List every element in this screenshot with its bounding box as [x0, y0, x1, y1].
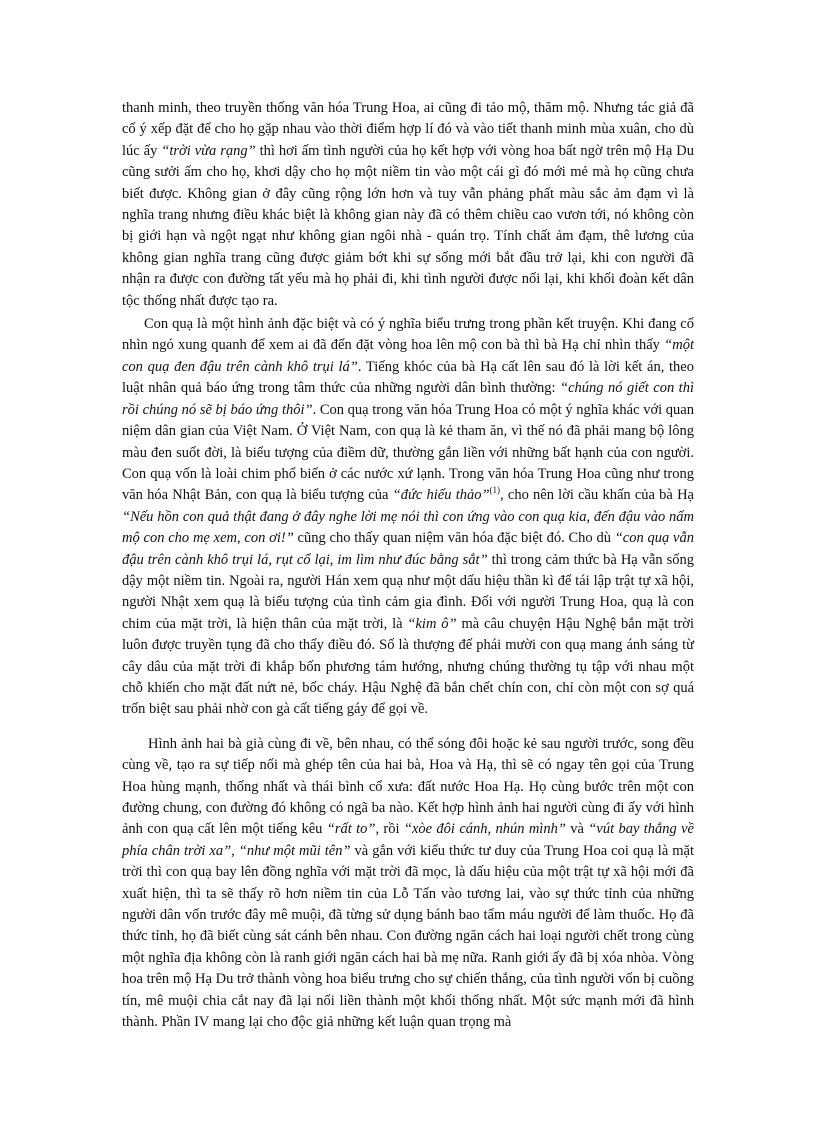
body-text: mà câu chuyện Hậu Nghệ bắn mặt trời luôn được truyền tụng đã cho thấy điều đó. Số là thượng đế phái mười con quạ mang ánh sáng từ cây dâu của mặt trời đi khắp bốn phương tám hướng, nhưng chúng thường tụ tập với nhau một chỗ khiến cho mặt đất nứt nẻ, bốc cháy. Hậu Nghệ đã bắn chết chín con, chỉ còn một con sợ quá trốn biệt sau phải nhờ con gà cất tiếng gáy để gọi về.: [122, 615, 695, 718]
quoted-text: “kim ô”: [407, 615, 457, 632]
quoted-text: “trời vừa rạng”: [161, 142, 256, 159]
quoted-text: “rất to”: [326, 821, 376, 838]
quoted-text: “con quạ vẫn đậu trên cành khô trụi lá, rụt cổ lại, im lìm như đúc bằng sắt”: [122, 530, 694, 568]
body-text: , cho nên lời cầu khấn của bà Hạ: [500, 487, 694, 504]
body-text: Con quạ là một hình ảnh đặc biệt và có ý nghĩa biểu trưng trong phần kết truyện. Khi đang cố nhìn ngó xung quanh để xem ai đã đến đặt vòng hoa lên mộ con bà thì bà Hạ chỉ nhìn thấy: [122, 316, 694, 354]
body-text: thì trong cảm thức bà Hạ vẫn sống dậy một niềm tin. Ngoài ra, người Hán xem quạ như một dấu hiệu thần kì để tái lập trật tự xã hội, người Nhật xem quạ là biểu tượng của tình cảm gia đình. Đối với người Trung Hoa, quạ là con chim của mặt trời, là hiện thân của mặt trời, là: [122, 551, 695, 632]
body-text: , rồi: [375, 821, 404, 838]
body-text: thì hơi ấm tình người của họ kết hợp với vòng hoa bất ngờ trên mộ Hạ Du cũng sưởi ấm cho họ, khơi dậy cho họ một niềm tin vào một cái gì đó mới mẻ mà họ cũng chưa biết được. Không gian ở đây cũng rộng lớn hơn và tuy vẫn phảng phất màu sắc ảm đạm vì là nghĩa trang nhưng điều khác biệt là không gian này đã có thêm chiều cao vươn tới, nó không còn bị giới hạn và ngột ngạt như không gian ngôi nhà - quán trọ. Tính chất ảm đạm, thê lương của không gian nghĩa trang cũng được giảm bớt khi sự sống mới bắt đầu trở lại, khi con người đã nhận ra được con đường tất yếu mà họ phải đi, khi tình người được nối lại, khi khối đoàn kết dân tộc thống nhất được tạo ra.: [122, 142, 694, 309]
paragraph-1: [122, 98, 694, 312]
quoted-text: “chúng nó giết con thì rồi chúng nó sẽ bị báo ứng thôi”: [122, 380, 694, 418]
body-text: Hình ảnh hai bà già cùng đi về, bên nhau, có thể sóng đôi hoặc kẻ sau người trước, song đều cùng về, tạo ra sự tiếp nối mà ghép tên của hai bà, Hoa và Hạ, thì sẽ có ngay tên gọi của Trung Hoa hùng mạnh, thống nhất và thái bình cổ xưa: đất nước Hoa Hạ. Họ cùng bước trên một con đường chung, con đường đó không có ngã ba nào. Kết hợp hình ảnh hai người cùng đi ấy với hình ảnh con quạ cất lên một tiếng kêu: [122, 735, 694, 838]
paragraph-3: [122, 734, 694, 1034]
quoted-text: “vút bay thẳng về phía chân trời xa”, “như một mũi tên”: [122, 821, 694, 859]
body-text: . Tiếng khóc của bà Hạ cất lên sau đó là lời kết án, theo luật nhân quả báo ứng trong tâm thức của những người dân bình thường:: [122, 358, 694, 397]
body-text: và gắn với kiểu thức tư duy của Trung Hoa coi quạ là mặt trời thì con quạ bay lên đồng nghĩa với mặt trời đã mọc, là dấu hiệu của một trật tự xã hội mới đã xuất hiện, thì ta sẽ thấy rõ hơn niềm tin của Lỗ Tấn vào tương lai, vào sự thức tỉnh của những người dân vốn trước đây mê muội, đã từng sử dụng bánh bao tẩm máu người để làm thuốc. Họ đã thức tỉnh, họ đã biết cùng sát cánh bên nhau. Con đường ngăn cách hai loại người chết trong cùng một nghĩa địa không còn là ranh giới ngăn cách hai bà mẹ nữa. Ranh giới ấy đã bị xóa nhòa. Vòng hoa trên mộ Hạ Du trở thành vòng hoa biểu trưng cho sự chiến thắng, của tình người vốn bị cuồng tín, mê muội chia cắt nay đã lại nối liền thành một khối thống nhất. Một sức mạnh mới đã hình thành. Phần IV mang lại cho độc giả những kết luận quan trọng mà: [122, 842, 695, 1031]
body-text: thanh minh, theo truyền thống văn hóa Trung Hoa, ai cũng đi tảo mộ, thăm mộ. Nhưng tác giả đã cố ý xếp đặt để cho họ gặp nhau vào thời điểm hợp lí đó và vào tiết thanh minh mùa xuân, cho dù lúc ấy: [122, 100, 694, 159]
body-text: cũng cho thấy quan niệm văn hóa đặc biệt đó. Cho dù: [293, 530, 615, 547]
footnote-marker: (1): [489, 485, 501, 496]
quoted-text: “đức hiếu thảo”: [392, 487, 490, 504]
body-text: và: [565, 821, 589, 838]
paragraph-2: [122, 314, 694, 721]
quoted-text: “xòe đôi cánh, nhún mình”: [403, 821, 566, 838]
document-page: [122, 98, 694, 1033]
body-text: . Con quạ trong văn hóa Trung Hoa có một ý nghĩa khác với quan niệm dân gian của Việt Nam. Ở Việt Nam, con quạ là kẻ tham ăn, vì thế nó đã phải mang bộ lông màu đen suốt đời, là biểu tượng của điềm dữ, thường gắn liền với những bất hạnh của con người. Con quạ vốn là loài chim phổ biến ở các nước xứ lạnh. Trong văn hóa Trung Hoa cũng như trong văn hóa Nhật Bản, con quạ là biểu tượng của: [122, 401, 694, 504]
quoted-text: “Nếu hồn con quả thật đang ở đây nghe lời mẹ nói thì con ứng vào con quạ kia, đến đậu vào nấm mộ con cho mẹ xem, con ơi!”: [122, 508, 694, 547]
quoted-text: “một con quạ đen đậu trên cành khô trụi lá”: [122, 337, 694, 375]
